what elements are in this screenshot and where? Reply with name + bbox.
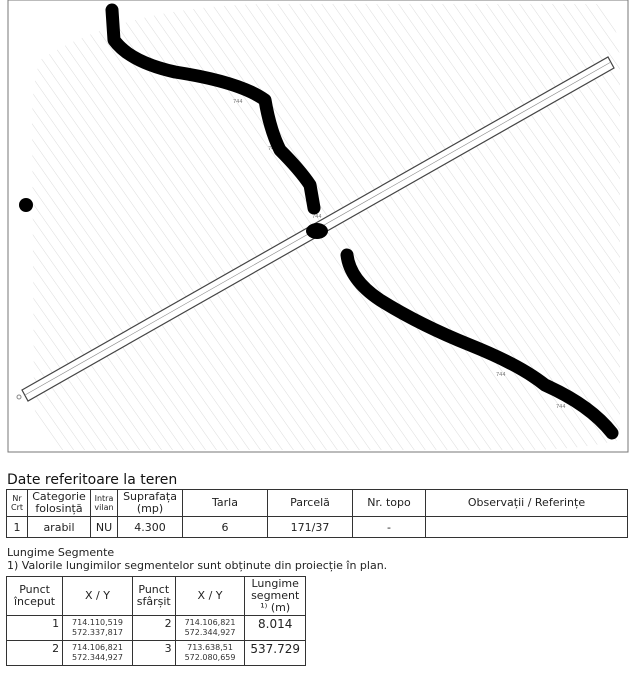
coord-label: 744 (556, 404, 566, 410)
table-row (7, 517, 628, 538)
cell-xy1-x: 714.106,821 (72, 643, 123, 652)
cell-length: 537.729 (245, 641, 306, 666)
land-data-title: Date referitoare la teren (7, 472, 178, 488)
cell-xy1-y: 572.344,927 (72, 653, 123, 662)
header-end: Punct sfârșit (132, 577, 175, 616)
header-area: Suprafața (mp) (118, 490, 183, 517)
cell-xy1-x: 714.110,519 (72, 618, 123, 627)
cell-xy2 (175, 641, 245, 666)
point-marker (19, 198, 33, 212)
header-tarla: Tarla (183, 490, 268, 517)
coord-label: 744 (312, 214, 322, 220)
segments-title: Lungime Segmente (7, 546, 115, 559)
cell-xy2-y: 572.344,927 (184, 628, 236, 637)
cell-start: 1 (7, 616, 63, 641)
cell-category: arabil (28, 517, 91, 538)
table-row (7, 616, 306, 641)
cell-topo: - (353, 517, 426, 538)
header-intravilan: Intra vilan (91, 490, 118, 517)
cell-start: 2 (7, 641, 63, 666)
cell-tarla: 6 (183, 517, 268, 538)
table-row (7, 641, 306, 666)
header-parcela: Parcelă (268, 490, 353, 517)
cell-xy1 (63, 641, 133, 666)
cell-area: 4.300 (118, 517, 183, 538)
header-topo: Nr. topo (353, 490, 426, 517)
segments-table (6, 576, 306, 666)
cell-xy2 (175, 616, 245, 641)
header-start: Punct început (7, 577, 63, 616)
cell-intravilan: NU (91, 517, 118, 538)
header-category: Categorie folosință (28, 490, 91, 517)
header-nr: Nr Crt (7, 490, 28, 517)
cell-obs (426, 517, 628, 538)
cell-length: 8.014 (245, 616, 306, 641)
cell-xy2-y: 572.080,659 (184, 653, 236, 662)
table-header-row (7, 490, 628, 517)
redaction-blob (306, 223, 328, 239)
cell-xy1 (63, 616, 133, 641)
coord-label: 744 (496, 372, 506, 378)
cell-end: 2 (132, 616, 175, 641)
coord-label: 744 (233, 99, 243, 105)
coord-label: 744 (268, 146, 278, 152)
header-obs: Observații / Referințe (426, 490, 628, 517)
header-xy1: X / Y (63, 577, 133, 616)
cell-parcela: 171/37 (268, 517, 353, 538)
cell-nr: 1 (7, 517, 28, 538)
table-header-row (7, 577, 306, 616)
header-xy2: X / Y (175, 577, 245, 616)
land-data-table (6, 489, 628, 538)
cell-end: 3 (132, 641, 175, 666)
header-length: Lungime segment ¹⁾ (m) (245, 577, 306, 616)
cell-xy2-x: 714.106,821 (184, 618, 236, 627)
segments-note: 1) Valorile lungimilor segmentelor sunt obținute din proiecție în plan. (7, 559, 388, 572)
cell-xy1-y: 572.337,817 (72, 628, 123, 637)
cell-xy2-x: 713.638,51 (187, 643, 233, 652)
